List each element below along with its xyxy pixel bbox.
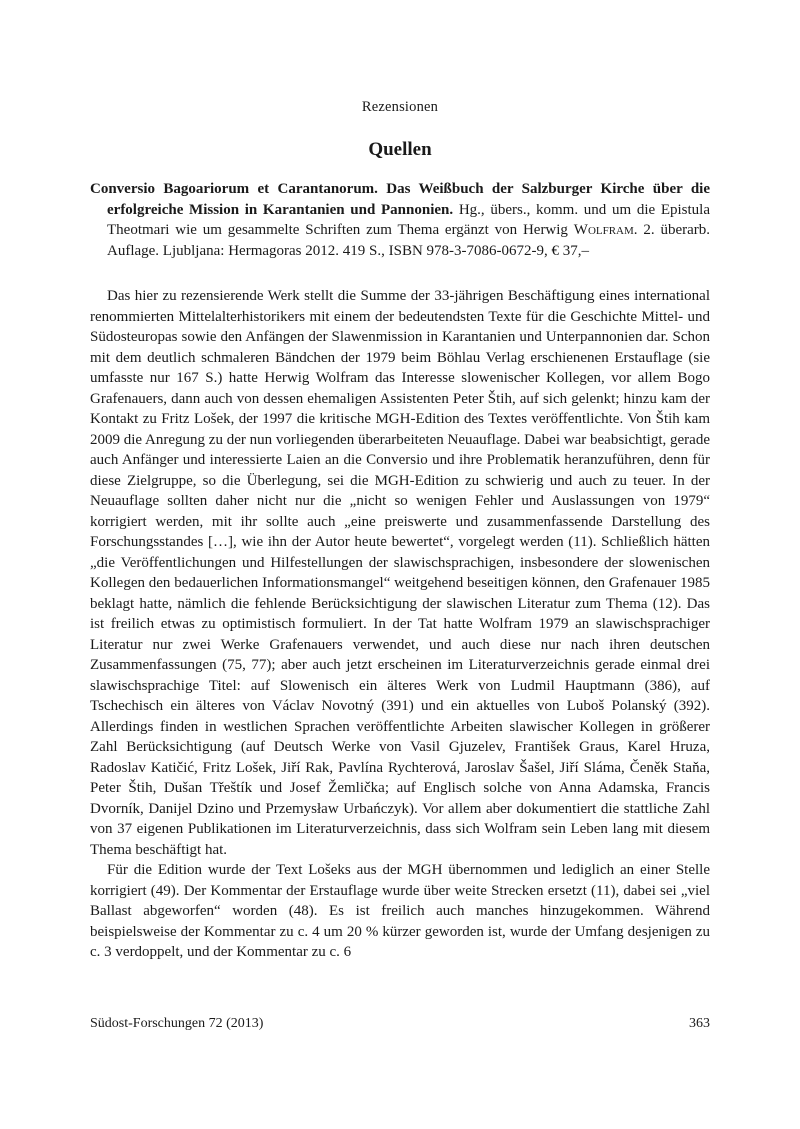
editor-info: Hg., übers., komm. und um die Epistula Theotmari wie um gesammelte Schriften zum Thema ergänzt von Herwig <box>107 201 710 238</box>
section-title: Quellen <box>368 139 432 160</box>
journal-citation: Südost-Forschungen 72 (2013) <box>90 1016 264 1031</box>
paragraph: Für die Edition wurde der Text Lošeks aus der MGH übernommen und lediglich an einer Stelle korrigiert (49). Der Kommentar der Erstauflage wurde über weite Strecken ersetzt (11), dabei sei „viel Ballast abgeworfen“ worden (48). Es ist freilich auch manches hinzugekommen. Während beispielsweise der Kommentar zu c. 4 um 20 % kürzer geworden ist, wurde der Umfang desjenigen zu c. 3 verdoppelt, und der Kommentar zu c. 6 <box>90 862 710 960</box>
paragraph: Das hier zu rezensierende Werk stellt die Summe der 33-jährigen Beschäftigung eines international renommierten Mittelalterhistorikers mit einem der bedeutendsten Texte für die Geschichte Mittel- und Südosteuropas sowie den Anfängen der Slawenmission in Karantanien und Unterpannonien dar. Schon mit dem deutlich schmaleren Bändchen der 1979 beim Böhlau Verlag erschienenen Erstauflage (sie umfasste nur 167 S.) hatte Herwig Wolfram das Interesse slowenischer Kollegen, vor allem Bogo Grafenauers, dann auch von dessen ehemaligen Assistenten Peter Štih, auf sich gelenkt; hinzu kam der Kontakt zu Fritz Lošek, der 1997 die kritische MGH-Edition des Textes veröffentlichte. Von Štih kam 2009 die Anregung zu der nun vorliegenden überarbeiteten Neuauflage. Dabei war beabsichtigt, gerade auch Anfänger und interessierte Laien an die Conversio und ihre Problematik heranzuführen, denn für diese Zielgruppe, so die Überlegung, sei die MGH-Edition zu schwierig und auch zu teuer. In der Neuauflage sollten daher nicht nur die „nicht so wenigen Fehler und Auslassungen von 1979“ korrigiert werden, mit ihr sollte auch „eine preiswerte und zusammenfassende Darstellung des Forschungsstandes […], wie ihn der Autor heute bewertet“, vorgelegt werden (11). Schließlich hätten „die Veröffentlichungen und Hilfestellungen der slawischsprachigen, insbesondere der slowenischen Kollegen den bedauerlichen Informationsmangel“ weitgehend beseitigen können, den Grafenauer 1985 beklagt hatte, nämlich die fehlende Berücksichtigung der slawischen Literatur zum Thema (12). Das ist freilich etwas zu optimistisch formuliert. In der Tat hatte Wolfram 1979 an slawischsprachiger Literatur nur zwei Werke Grafenauers verwendet, und auch diese nur nach ihren deutschen Zusammenfassungen (75, 77); aber auch jetzt erscheinen im Literaturverzeichnis gerade einmal drei slawischsprachige Titel: auf Slowenisch ein älteres Werk von Ludmil Hauptmann (386), auf Tschechisch ein älteres von Václav Novotný (391) und ein aktuelles von Luboš Polanský (392). Allerdings finden in westlichen Sprachen veröffentlichte Arbeiten slawischer Kollegen in größerer Zahl Berücksichtigung (auf Deutsch Werke von Vasil Gjuzelev, František Graus, Karel Hruza, Radoslav Katičić, Fritz Lošek, Jiří Rak, Pavlína Rychterová, Jaroslav Šašel, Jiří Sláma, Čeněk Staňa, Peter Štih, Dušan Třeštík und Josef Žemlička; auf Englisch solche von Anna Adamska, Francis Dvorník, Danijel Dzino und Przemysław Urbańczyk). Vor allem aber dokumentiert die stattliche Zahl von 37 eigenen Publikationen im Literaturverzeichnis, dass sich Wolfram sein Leben lang mit diesem Thema beschäftigt hat. <box>90 288 710 858</box>
edition-info: . 2. überarb. Auflage. Ljubljana: Hermagoras 2012. 419 S., ISBN 978-3-7086-0672-9, € 37,– <box>107 222 710 259</box>
editor-name: Wolfram <box>573 222 634 238</box>
running-head: Rezensionen <box>361 99 439 115</box>
book-title: Conversio Bagoariorum et Carantanorum. Das Weißbuch der Salzburger Kirche über die erfolgreiche Mission in Karantanien und Pannonien. <box>90 181 710 218</box>
page-number: 363 <box>689 1016 710 1031</box>
bibliographic-entry <box>90 179 710 261</box>
review-body <box>90 286 710 963</box>
